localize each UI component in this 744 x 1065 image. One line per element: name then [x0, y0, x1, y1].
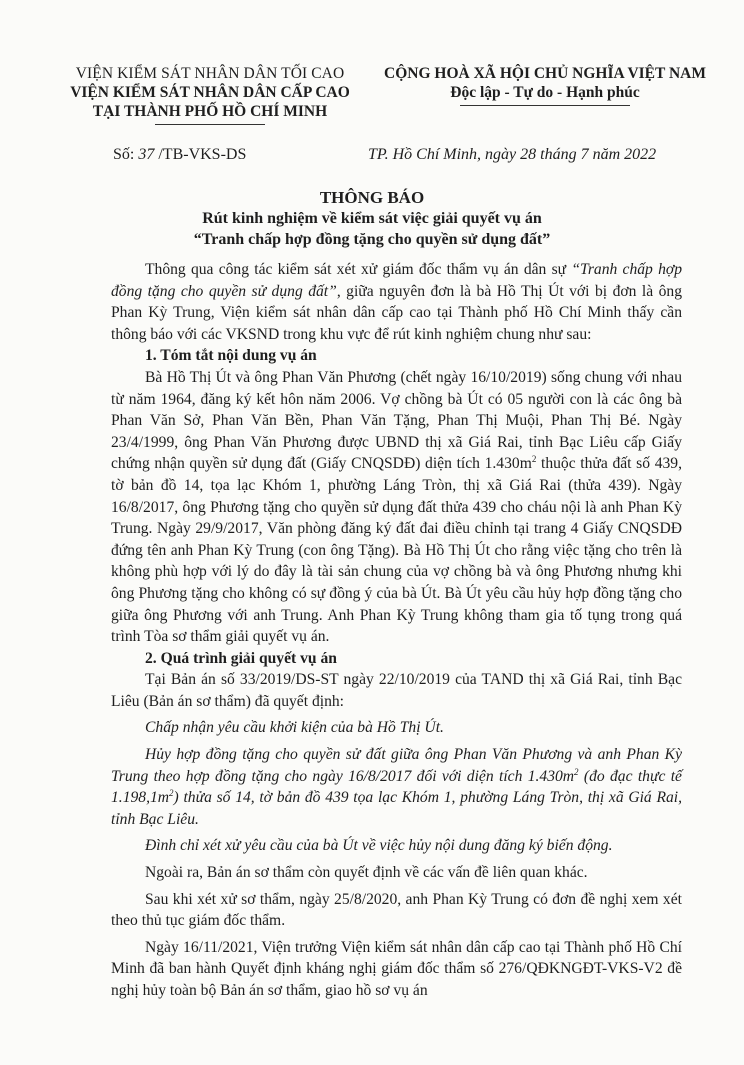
decision-item-1: Chấp nhận yêu cầu khởi kiện của bà Hồ Thị Út. — [145, 719, 444, 737]
decision-text-cont: (đo đạc thực tế 1.198,1m — [111, 767, 682, 807]
ref-number-handwritten: 37 — [138, 146, 155, 163]
date-day-handwritten: 28 — [520, 146, 537, 163]
decision-item-3: Đình chỉ xét xử yêu cầu của bà Út về việc hủy nội dung đăng ký biến động. — [145, 837, 613, 855]
date-rest: tháng 7 năm 2022 — [540, 146, 657, 163]
agency-underline — [155, 124, 265, 125]
intro-text: Thông qua công tác kiểm sát xét xử giám đốc thẩm vụ án dân sự — [145, 261, 572, 278]
superscript: 2 — [574, 766, 579, 777]
document-title: THÔNG BÁO — [319, 188, 425, 207]
national-motto: Độc lập - Tự do - Hạnh phúc — [450, 84, 640, 101]
case-name: “Tranh chấp hợp đồng tặng cho quyền sử dụng đất” — [193, 231, 551, 248]
ref-prefix: Số: — [113, 146, 135, 163]
superscript: 2 — [531, 454, 537, 465]
date-place: TP. Hồ Chí Minh, ngày — [368, 146, 517, 163]
decision-text: Hủy hợp đồng tặng cho quyền sử đất giữa ông Phan Văn Phương và anh Phan Kỳ Trung theo hợp đồng tặng cho ngày 16/8/2017 đối với diện tích 1.430m — [111, 746, 682, 785]
superscript: 2 — [169, 788, 174, 799]
section-2-heading: 2. Quá trình giải quyết vụ án — [145, 649, 337, 667]
agency-location: TẠI THÀNH PHỐ HỒ CHÍ MINH — [92, 103, 328, 120]
agency-name: VIỆN KIỂM SÁT NHÂN DÂN CẤP CAO — [70, 84, 350, 101]
ref-code: /TB-VKS-DS — [158, 146, 247, 163]
section-1-text-cont: thuộc thửa đất số 439, tờ bản đồ 14, tọa lạc Khóm 1, phường Láng Tròn, thị xã Giá Rai (thửa 439). Ngày 16/8/2017, ông Phương tặng cho quyền sử dụng đất thửa 439 cho cháu nội là anh Phan Kỳ Trung. Ngày 29/9/2017, Văn phòng đăng ký đất đai điều chỉnh tại trang 4 Giấy CNQSDĐ đứng tên anh Phan Kỳ Trung (con ông Tặng). Bà Hồ Thị Út cho rằng việc tặng cho trên là không phù hợp với lý do đây là tài sản chung của vợ chồng bà và ông Phương nhưng khi ông Phương tặng cho không có sự đồng ý của bà Út. Bà Út yêu cầu hủy hợp đồng tặng cho giữa ông Phương với anh Trung. Anh Phan Kỳ Trung không tham gia tố tụng trong quá trình Tòa sơ thẩm giải quyết vụ án. — [111, 455, 682, 646]
section-2-paragraph-1: Tại Bản án số 33/2019/DS-ST ngày 22/10/2019 của TAND thị xã Giá Rai, tỉnh Bạc Liêu (Bản án sơ thẩm) đã quyết định: — [111, 671, 682, 710]
section-2-paragraph-5: Ngoài ra, Bản án sơ thẩm còn quyết định về các vấn đề liên quan khác. — [145, 864, 588, 882]
intro-case-name: “Tranh chấp hợp đồng tặng cho quyền sử dụng đất” — [111, 261, 682, 300]
section-1-heading: 1. Tóm tắt nội dung vụ án — [145, 347, 317, 365]
national-motto-block — [370, 64, 720, 106]
document-date — [368, 146, 656, 164]
intro-text-cont: , giữa nguyên đơn là bà Hồ Thị Út với bị đơn là ông Phan Kỳ Trung, Viện kiểm sát nhân dân cấp cao tại Thành phố Hồ Chí Minh thấy cần thông báo với các VKSND trong khu vực để rút kinh nghiệm chung như sau: — [111, 282, 682, 343]
motto-underline — [460, 105, 630, 106]
document-subtitle: Rút kinh nghiệm về kiểm sát việc giải quyết vụ án — [202, 210, 542, 227]
section-2-paragraph-6: Sau khi xét xử sơ thẩm, ngày 25/8/2020, anh Phan Kỳ Trung có đơn đề nghị xem xét theo thủ tục giám đốc thẩm. — [111, 890, 682, 930]
document-number — [113, 146, 246, 164]
decision-text-end: ) thửa số 14, tờ bản đồ 439 tọa lạc Khóm 1, phường Láng Tròn, thị xã Giá Rai, tỉnh Bạc Liêu. — [111, 789, 682, 828]
document-body — [111, 259, 682, 1002]
issuing-agency-block — [60, 64, 360, 125]
section-1-paragraph — [111, 367, 682, 648]
intro-paragraph — [111, 259, 682, 345]
section-1-text: Bà Hồ Thị Út và ông Phan Văn Phương (chết ngày 16/10/2019) sống chung với nhau từ năm 1964, đăng ký kết hôn năm 2006. Vợ chồng bà Út có 05 người con là các ông bà Phan Văn Sở, Phan Văn Bền, Phan Văn Tặng, Phan Thị Muội, Phan Thị Bé. Ngày 23/4/1999, ông Phan Văn Phương được UBND thị xã Giá Rai, tỉnh Bạc Liêu cấp Giấy chứng nhận quyền sử dụng đất (Giấy CNQSDĐ) diện tích 1.430m — [111, 368, 682, 473]
agency-parent: VIỆN KIỂM SÁT NHÂN DÂN TỐI CAO — [75, 65, 345, 82]
document-header — [60, 64, 718, 134]
decision-item-2 — [111, 744, 682, 830]
national-title: CỘNG HOÀ XÃ HỘI CHỦ NGHĨA VIỆT NAM — [384, 65, 706, 82]
section-2-paragraph-7: Ngày 16/11/2021, Viện trưởng Viện kiểm sát nhân dân cấp cao tại Thành phố Hồ Chí Minh đã ban hành Quyết định kháng nghị giám đốc thẩm số 276/QĐKNGĐT-VKS-V2 đề nghị hủy toàn bộ Bản án sơ thẩm, giao hồ sơ vụ án — [111, 938, 682, 999]
